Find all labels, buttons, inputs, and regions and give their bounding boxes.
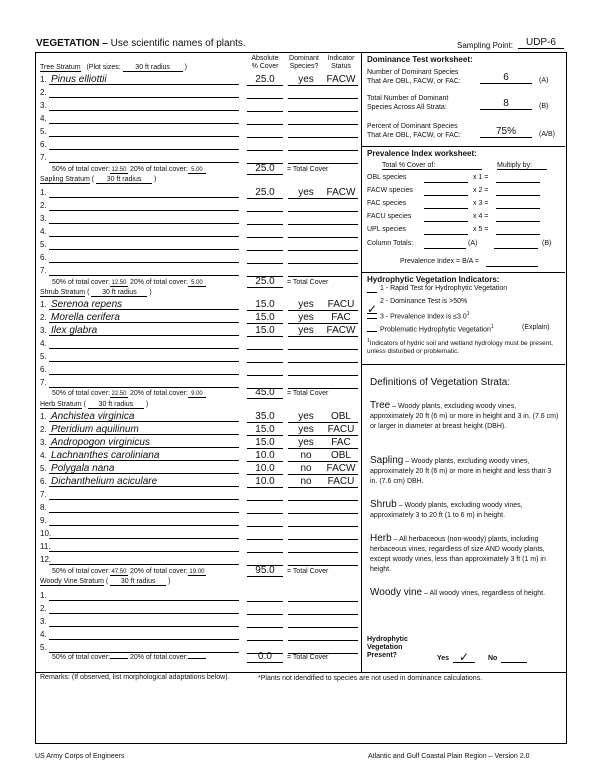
shrub-total-cover[interactable]: 45.0 <box>247 388 283 399</box>
shrub-row: 1. Serenoa repens 15.0 yes FACU <box>40 300 360 312</box>
check-icon: ✓ <box>367 302 378 316</box>
prevalence-row-label: FACW species <box>367 187 413 194</box>
tree-row: 2. <box>40 88 360 100</box>
indicator-status-field[interactable] <box>324 630 358 641</box>
herb-row: 12. <box>40 555 360 567</box>
shrub-row: 4. <box>40 339 360 351</box>
indicator-status-field[interactable] <box>324 503 358 514</box>
absolute-cover-field[interactable]: 10.0 <box>247 477 283 488</box>
absolute-cover-field[interactable] <box>247 201 283 212</box>
indicator-status-field[interactable] <box>324 339 358 350</box>
woody-total-cover[interactable]: 0.0 <box>247 652 283 663</box>
herb-row: 6. Dichanthelium aciculare 10.0 no FACU <box>40 477 360 489</box>
dominance-a-value[interactable]: 6 <box>480 72 532 84</box>
woody-row: 2. <box>40 604 360 616</box>
definitions-of-strata: Definitions of Vegetation Strata: Tree – Woody plants, excluding woody vines, approximately 20 ft (6 m) or more in height and 3 in. (7.6 cm) or larger in diameter at breast height (DBH). Sapling – Woody plants, excluding woody vines, approximately 20 ft (6 m) or more in height and less than 3 in. (7.6 cm) DBH. Shrub – Woody plants, excluding woody vines, approximately 3 to 20 ft (1 to 6 m) in height. Herb – All herbaceous (non-woody) plants, including herbaceous vines, regardless of size AND woody plants, except woody vines, less than approximately 3 ft (1 m) in height. Woody vine – All woody vines, regardless of height. Hydrophytic Vegetation Present? Yes ✓ No <box>362 364 565 671</box>
absolute-cover-field[interactable] <box>247 140 283 151</box>
dominant-species-field[interactable] <box>288 490 324 501</box>
indicator-status-field[interactable] <box>324 490 358 501</box>
prevalence-title: Prevalence Index worksheet: <box>367 149 477 158</box>
dominant-species-header: Dominant Species? <box>289 55 319 70</box>
species-name-field[interactable] <box>49 339 239 349</box>
dominance-b-label: Total Number of Dominant Species Across All Strata: <box>367 95 449 111</box>
woody-row: 5. <box>40 643 360 655</box>
sapling-row: 6. <box>40 253 360 265</box>
absolute-cover-field[interactable] <box>247 101 283 112</box>
herb-row: 5. Polygala nana 10.0 no FACW <box>40 464 360 476</box>
absolute-cover-field[interactable]: 25.0 <box>247 188 283 199</box>
dominant-species-field[interactable] <box>288 127 324 138</box>
indicator-status-field[interactable] <box>324 529 358 540</box>
dominant-species-field[interactable]: yes <box>288 75 324 86</box>
dominant-species-field[interactable] <box>288 140 324 151</box>
absolute-cover-field[interactable] <box>247 227 283 238</box>
prevalence-row-label: UPL species <box>367 226 407 233</box>
indicator-status-field[interactable]: FACW <box>324 326 358 337</box>
species-name-field[interactable]: Polygala nana <box>49 464 239 474</box>
prevalence-row-label: FACU species <box>367 213 412 220</box>
species-name-field[interactable] <box>49 516 239 526</box>
dominant-species-field[interactable]: no <box>288 477 324 488</box>
species-name-field[interactable] <box>49 127 239 137</box>
herb-row: 11. <box>40 542 360 554</box>
species-name-field[interactable] <box>49 365 239 375</box>
woody-stratum-label: Woody Vine Stratum ( 30 ft radius ) <box>40 578 171 585</box>
sapling-stratum-label: Sapling Stratum ( 30 ft radius ) <box>40 176 157 183</box>
dominant-species-field[interactable] <box>288 114 324 125</box>
indicator-status-field[interactable] <box>324 555 358 566</box>
absolute-cover-field[interactable] <box>247 516 283 527</box>
species-name-field[interactable] <box>49 555 239 565</box>
indicator-status-field[interactable] <box>324 101 358 112</box>
indicator-status-field[interactable] <box>324 365 358 376</box>
def-sapling: Sapling – Woody plants, excluding woody vines, approximately 20 ft (6 m) or more in height and less than 3 in. (7.6 cm) DBH. <box>370 455 552 485</box>
dominant-species-field[interactable]: yes <box>288 425 324 436</box>
shrub-stratum-label: Shrub Stratum ( 30 ft radius ) <box>40 289 152 296</box>
check-icon: ✓ <box>458 650 470 664</box>
shrub-row: 7. <box>40 378 360 390</box>
dominant-species-field[interactable] <box>288 88 324 99</box>
indicator-status-field[interactable] <box>324 643 358 654</box>
prevalence-cover-field[interactable] <box>424 208 468 209</box>
tree-row: 7. <box>40 153 360 165</box>
indicator-status-field[interactable] <box>324 352 358 363</box>
species-name-field[interactable]: Pteridium aquilinum <box>49 425 239 435</box>
species-name-field[interactable] <box>49 266 239 276</box>
indicator-status-field[interactable] <box>324 617 358 628</box>
dominant-species-field[interactable] <box>288 617 324 628</box>
prevalence-cover-field[interactable] <box>424 234 468 235</box>
absolute-cover-field[interactable]: 15.0 <box>247 313 283 324</box>
species-name-field[interactable] <box>49 542 239 552</box>
indicator-status-field[interactable]: FACU <box>324 425 358 436</box>
species-name-field[interactable] <box>49 214 239 224</box>
def-tree: Tree – Woody plants, excluding woody vines, approximately 20 ft (6 m) or more in height and 3 in. (7.6 cm) or larger in diameter at breast height (DBH). <box>370 400 559 430</box>
dominant-species-field[interactable] <box>288 542 324 553</box>
prevalence-index-value[interactable] <box>486 266 538 267</box>
indicator-footnote: $^1$Indicators of hydric soil and wetland hydrology must be present, unless disturbed or problematic. <box>367 338 553 356</box>
vegetation-present-label: Hydrophytic Vegetation Present? <box>367 636 408 659</box>
herb-row: 3. Andropogon virginicus 15.0 yes FAC <box>40 438 360 450</box>
tree-stratum-label: Tree Stratum (Plot sizes: 30 ft radius ) <box>40 64 187 71</box>
species-name-field[interactable] <box>49 240 239 250</box>
herb-row: 7. <box>40 490 360 502</box>
remarks-label: Remarks: (If observed, list morphological adaptations below). <box>40 674 230 681</box>
absolute-cover-field[interactable] <box>247 365 283 376</box>
indicator-status-field[interactable] <box>324 591 358 602</box>
prevalence-cover-field[interactable] <box>424 221 468 222</box>
species-name-field[interactable] <box>49 101 239 111</box>
def-woody-vine: Woody vine – All woody vines, regardless of height. <box>370 587 546 598</box>
species-name-field[interactable]: Morella cerifera <box>49 313 239 323</box>
dominant-species-field[interactable]: yes <box>288 300 324 311</box>
dominant-species-field[interactable] <box>288 153 324 164</box>
herb-stratum-label: Herb Stratum ( 30 ft radius ) <box>40 401 149 408</box>
woody-cover-summary: 50% of total cover: 20% of total cover: <box>52 654 242 661</box>
dominant-species-field[interactable] <box>288 503 324 514</box>
dominant-species-field[interactable]: yes <box>288 313 324 324</box>
absolute-cover-field[interactable] <box>247 352 283 363</box>
tree-total-cover[interactable]: 25.0 <box>247 164 283 175</box>
indicator-status-field[interactable]: FAC <box>324 313 358 324</box>
sampling-point-label: Sampling Point: <box>457 41 514 50</box>
sapling-row: 2. <box>40 201 360 213</box>
indicator-status-field[interactable] <box>324 516 358 527</box>
absolute-cover-field[interactable] <box>247 630 283 641</box>
indicator-status-field[interactable] <box>324 227 358 238</box>
sapling-cover-summary: 50% of total cover:12.50 20% of total cover: 5.00 <box>52 279 242 287</box>
tree-row: 1. Pinus elliottii 25.0 yes FACW <box>40 75 360 87</box>
indicator-2-checkbox[interactable] <box>367 302 378 316</box>
column-totals-label: Column Totals: <box>367 240 414 247</box>
indicator-status-field[interactable] <box>324 604 358 615</box>
absolute-cover-field[interactable]: 15.0 <box>247 438 283 449</box>
species-name-field[interactable] <box>49 88 239 98</box>
absolute-cover-field[interactable]: 10.0 <box>247 451 283 462</box>
species-name-field[interactable] <box>49 227 239 237</box>
dominant-species-field[interactable] <box>288 201 324 212</box>
sapling-row: 3. <box>40 214 360 226</box>
remarks-note: *Plants not idendified to species are not used in dominance calculations. <box>258 675 483 682</box>
absolute-cover-field[interactable] <box>247 617 283 628</box>
prevalence-index-worksheet: Prevalence Index worksheet: Total % Cover of: Multiply by: OBL species x 1 = FACW species x 2 = FAC species x 3 = FACU species x 4 = UPL species x 5 = Column Totals: (A) (B) Prevalence Index = B/A = <box>362 146 565 273</box>
def-herb: Herb – All herbaceous (non-woody) plants, including herbaceous vines, regardless of size AND woody plants, except woody vines, less than approximately 3 ft (1 m) in height. <box>370 533 546 573</box>
present-yes-field[interactable] <box>453 650 475 664</box>
herb-row: 9. <box>40 516 360 528</box>
dominance-c-value[interactable]: 75% <box>480 126 532 138</box>
indicator-status-field[interactable]: OBL <box>324 451 358 462</box>
indicator-status-field[interactable] <box>324 88 358 99</box>
dominant-species-field[interactable]: no <box>288 464 324 475</box>
absolute-cover-field[interactable] <box>247 591 283 602</box>
indicator-status-header: Indicator Status <box>327 55 355 70</box>
absolute-cover-field[interactable] <box>247 114 283 125</box>
herb-row: 10. <box>40 529 360 541</box>
present-no-field[interactable] <box>501 662 527 663</box>
dominant-species-field[interactable] <box>288 339 324 350</box>
species-name-field[interactable]: Serenoa repens <box>49 300 239 310</box>
dominant-species-field[interactable] <box>288 516 324 527</box>
dominant-species-field[interactable] <box>288 266 324 277</box>
sapling-row: 7. <box>40 266 360 278</box>
dominant-species-field[interactable] <box>288 630 324 641</box>
dominant-species-field[interactable] <box>288 378 324 389</box>
dominant-species-field[interactable]: yes <box>288 412 324 423</box>
indicator-status-field[interactable] <box>324 542 358 553</box>
species-name-field[interactable]: Anchistea virginica <box>49 412 239 422</box>
species-name-field[interactable] <box>49 253 239 263</box>
dominant-species-field[interactable] <box>288 365 324 376</box>
indicator-status-field[interactable]: FACW <box>324 464 358 475</box>
species-name-field[interactable] <box>49 604 239 614</box>
species-name-field[interactable] <box>49 201 239 211</box>
dominant-species-field[interactable] <box>288 214 324 225</box>
absolute-cover-field[interactable]: 15.0 <box>247 326 283 337</box>
species-name-field[interactable]: Pinus elliottii <box>49 75 239 85</box>
dominant-species-field[interactable] <box>288 643 324 654</box>
indicator-status-field[interactable]: FACW <box>324 75 358 86</box>
column-total-b[interactable] <box>494 248 538 249</box>
prevalence-cover-field[interactable] <box>424 195 468 196</box>
prevalence-cover-field[interactable] <box>424 182 468 183</box>
prevalence-product-field[interactable] <box>496 234 540 235</box>
hydrophytic-indicators: Hydrophytic Vegetation Indicators: 1 - Rapid Test for Hydrophytic Vegetation ✓ 2 - Dominance Test is >50% 3 - Prevalence Index is $\le 3.0^1$ Problematic Hydrophytic Vegetation$^1$ (Explain) $^1$Indicators of hydric soil and wetland hydrology must be present, unless disturbed or problematic. <box>362 272 565 365</box>
woody-row: 3. <box>40 617 360 629</box>
indicator-4-checkbox[interactable] <box>367 331 377 332</box>
species-name-field[interactable]: Ilex glabra <box>49 326 239 336</box>
dominant-species-field[interactable]: no <box>288 451 324 462</box>
dominant-species-field[interactable] <box>288 352 324 363</box>
absolute-cover-field[interactable] <box>247 604 283 615</box>
tree-row: 6. <box>40 140 360 152</box>
shrub-row: 5. <box>40 352 360 364</box>
absolute-cover-field[interactable] <box>247 214 283 225</box>
prevalence-product-field[interactable] <box>496 195 540 196</box>
indicator-status-field[interactable] <box>324 201 358 212</box>
indicator-status-field[interactable] <box>324 127 358 138</box>
woody-row: 4. <box>40 630 360 642</box>
multiply-by-header: Multiply by: <box>497 162 547 170</box>
species-name-field[interactable] <box>49 378 239 388</box>
absolute-cover-field[interactable] <box>247 253 283 264</box>
species-name-field[interactable] <box>49 529 239 539</box>
species-name-field[interactable] <box>49 617 239 627</box>
prevalence-product-field[interactable] <box>496 182 540 183</box>
species-name-field[interactable]: Andropogon virginicus <box>49 438 239 448</box>
prevalence-product-field[interactable] <box>496 221 540 222</box>
form-title: VEGETATION – Use scientific names of plants. <box>36 38 246 49</box>
herb-row: 2. Pteridium aquilinum 15.0 yes FACU <box>40 425 360 437</box>
herb-row: 8. <box>40 503 360 515</box>
def-shrub: Shrub – Woody plants, excluding woody vines, approximately 3 to 20 ft (1 to 6 m) in height. <box>370 499 523 519</box>
indicator-status-field[interactable] <box>324 240 358 251</box>
absolute-cover-header: Absolute % Cover <box>251 55 279 70</box>
absolute-cover-field[interactable]: 35.0 <box>247 412 283 423</box>
dominance-title: Dominance Test worksheet: <box>367 55 473 64</box>
dominant-species-field[interactable] <box>288 529 324 540</box>
indicator-status-field[interactable]: FACU <box>324 300 358 311</box>
herb-row: 4. Lachnanthes caroliniana 10.0 no OBL <box>40 451 360 463</box>
dominant-species-field[interactable] <box>288 604 324 615</box>
indicator-status-field[interactable] <box>324 266 358 277</box>
remarks-box[interactable] <box>35 671 567 744</box>
column-total-a[interactable] <box>424 248 466 249</box>
absolute-cover-field[interactable]: 10.0 <box>247 464 283 475</box>
absolute-cover-field[interactable]: 15.0 <box>247 300 283 311</box>
species-name-field[interactable] <box>49 188 239 198</box>
tree-row: 3. <box>40 101 360 113</box>
species-name-field[interactable] <box>49 591 239 601</box>
indicator-1-checkbox[interactable] <box>367 292 377 293</box>
indicator-status-field[interactable] <box>324 253 358 264</box>
prevalence-product-field[interactable] <box>496 208 540 209</box>
tree-cover-summary: 50% of total cover:12.50 20% of total cover: 5.00 <box>52 166 242 174</box>
indicator-status-field[interactable]: FAC <box>324 438 358 449</box>
dominant-species-field[interactable]: yes <box>288 438 324 449</box>
dominant-species-field[interactable] <box>288 240 324 251</box>
indicator-status-field[interactable] <box>324 378 358 389</box>
sapling-row: 5. <box>40 240 360 252</box>
absolute-cover-field[interactable] <box>247 529 283 540</box>
dominant-species-field[interactable] <box>288 591 324 602</box>
shrub-cover-summary: 50% of total cover:22.50 20% of total cover: 9.00 <box>52 390 242 398</box>
indicator-status-field[interactable]: OBL <box>324 412 358 423</box>
dominance-a-label: Number of Dominant Species That Are OBL, FACW, or FAC: <box>367 69 461 85</box>
dominance-c-label: Percent of Dominant Species That Are OBL, FACW, or FAC: <box>367 123 461 139</box>
species-name-field[interactable] <box>49 490 239 500</box>
species-name-field[interactable] <box>49 153 239 163</box>
indicator-status-field[interactable] <box>324 140 358 151</box>
total-cover-of-header: Total % Cover of: <box>382 162 482 170</box>
species-name-field[interactable] <box>49 114 239 124</box>
absolute-cover-field[interactable] <box>247 339 283 350</box>
species-name-field[interactable] <box>49 140 239 150</box>
indicator-status-field[interactable]: FACU <box>324 477 358 488</box>
herb-total-cover[interactable]: 95.0 <box>247 566 283 577</box>
absolute-cover-field[interactable] <box>247 503 283 514</box>
dominant-species-field[interactable] <box>288 555 324 566</box>
tree-row: 4. <box>40 114 360 126</box>
woody-row: 1. <box>40 591 360 603</box>
shrub-row: 3. Ilex glabra 15.0 yes FACW <box>40 326 360 338</box>
sapling-row: 4. <box>40 227 360 239</box>
footer-left: US Army Corps of Engineers <box>35 753 125 760</box>
dominance-test-worksheet: Dominance Test worksheet: Number of Dominant Species That Are OBL, FACW, or FAC: 6 (A) Total Number of Dominant Species Across All Strata: 8 (B) Percent of Dominant Species That Are OBL, FACW, or FAC: 75% (A/B) <box>362 52 565 147</box>
shrub-row: 2. Morella cerifera 15.0 yes FAC <box>40 313 360 325</box>
indicator-status-field[interactable]: FACW <box>324 188 358 199</box>
indicator-3-checkbox[interactable] <box>367 318 377 319</box>
species-name-field[interactable] <box>49 643 239 653</box>
species-name-field[interactable] <box>49 503 239 513</box>
dominant-species-field[interactable]: yes <box>288 326 324 337</box>
absolute-cover-field[interactable] <box>247 490 283 501</box>
species-name-field[interactable] <box>49 352 239 362</box>
indicators-title: Hydrophytic Vegetation Indicators: <box>367 275 500 284</box>
shrub-row: 6. <box>40 365 360 377</box>
dominant-species-field[interactable] <box>288 253 324 264</box>
definitions-title: Definitions of Vegetation Strata: <box>370 377 511 388</box>
absolute-cover-field[interactable] <box>247 127 283 138</box>
species-name-field[interactable] <box>49 630 239 640</box>
sapling-row: 1. 25.0 yes FACW <box>40 188 360 200</box>
dominant-species-field[interactable] <box>288 227 324 238</box>
sapling-total-cover[interactable]: 25.0 <box>247 277 283 288</box>
indicator-status-field[interactable] <box>324 153 358 164</box>
footer-right: Atlantic and Gulf Coastal Plain Region – Version 2.0 <box>368 753 530 760</box>
absolute-cover-field[interactable]: 25.0 <box>247 75 283 86</box>
tree-row: 5. <box>40 127 360 139</box>
species-name-field[interactable]: Dichanthelium aciculare <box>49 477 239 487</box>
indicator-status-field[interactable] <box>324 114 358 125</box>
herb-cover-summary: 50% of total cover:47.50 20% of total cover:19.00 <box>52 568 205 575</box>
absolute-cover-field[interactable] <box>247 542 283 553</box>
dominant-species-field[interactable] <box>288 101 324 112</box>
species-name-field[interactable]: Lachnanthes caroliniana <box>49 451 239 461</box>
prevalence-index-label: Prevalence Index = B/A = <box>400 258 479 265</box>
absolute-cover-field[interactable] <box>247 88 283 99</box>
absolute-cover-field[interactable]: 15.0 <box>247 425 283 436</box>
prevalence-row-label: OBL species <box>367 174 407 181</box>
herb-row: 1. Anchistea virginica 35.0 yes OBL <box>40 412 360 424</box>
dominance-b-value[interactable]: 8 <box>480 98 532 110</box>
absolute-cover-field[interactable] <box>247 240 283 251</box>
dominant-species-field[interactable]: yes <box>288 188 324 199</box>
indicator-status-field[interactable] <box>324 214 358 225</box>
prevalence-row-label: FAC species <box>367 200 407 207</box>
sampling-point-value[interactable]: UDP-6 <box>518 37 564 49</box>
